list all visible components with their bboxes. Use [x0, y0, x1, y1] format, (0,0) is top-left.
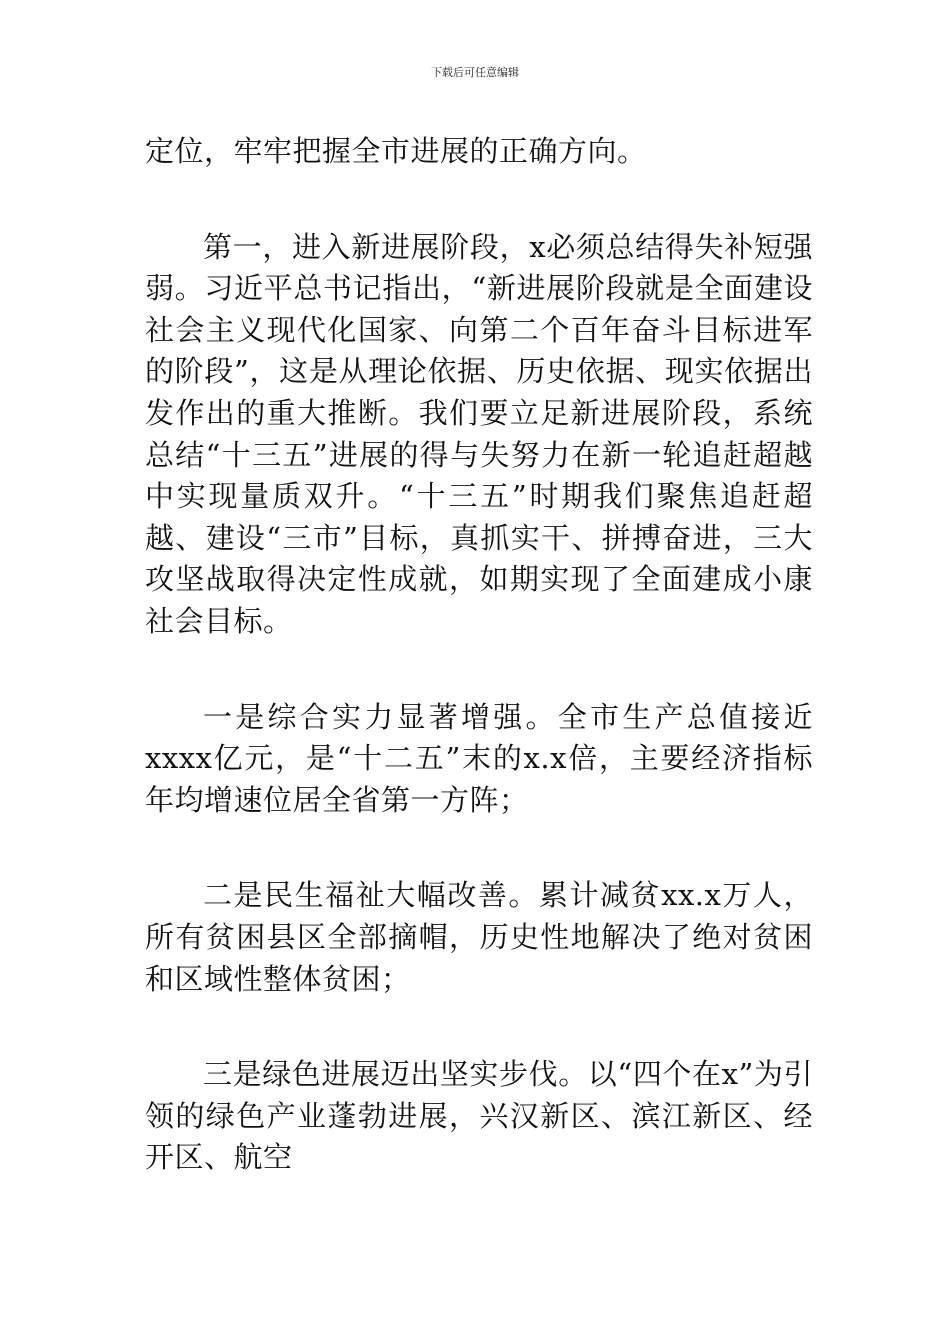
paragraph-green-development: 三是绿色进展迈出坚实步伐。以“四个在x”为引领的绿色产业蓬勃进展，兴汉新区、滨江新区、经开区、航空 — [145, 1057, 813, 1175]
paragraph-first-point: 第一，进入新进展阶段，x必须总结得失补短强弱。习近平总书记指出，“新进展阶段就是全面建设社会主义现代化国家、向第二个百年奋斗目标进军的阶段”，这是从理论依据、历史依据、现实依据出发作出的重大推断。我们要立足新进展阶段，系统总结“十三五”进展的得与失努力在新一轮追赶超越中实现量质双升。“十三五”时期我们聚焦追赶超越、建设“三市”目标，真抓实干、拼搏奋进，三大攻坚战取得决定性成就，如期实现了全面建成小康社会目标。 — [145, 229, 813, 638]
paragraph-continuation: 定位，牢牢把握全市进展的正确方向。 — [145, 134, 647, 168]
document-body — [145, 131, 813, 1179]
paragraph-economic-strength: 一是综合实力显著增强。全市生产总值接近xxxx亿元，是“十二五”末的x.x倍，主要经济指标年均增速位居全省第一方阵； — [145, 699, 813, 817]
page-header: 下载后可任意编辑 — [431, 66, 519, 79]
paragraph-livelihood: 二是民生福祉大幅改善。累计减贫xx.x万人，所有贫困县区全部摘帽，历史性地解决了绝对贫困和区域性整体贫困； — [145, 878, 813, 996]
